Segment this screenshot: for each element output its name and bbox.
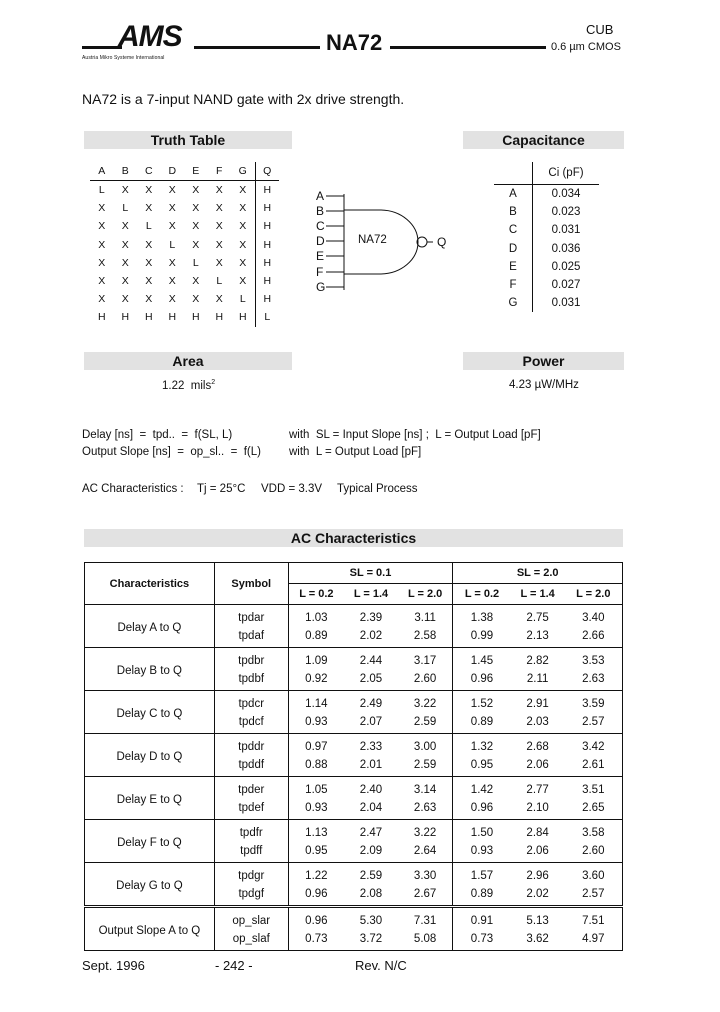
conditions-process: Typical Process: [337, 483, 418, 495]
truth-cell: X: [192, 275, 200, 288]
ac-value: 2.09: [344, 842, 398, 863]
ac-value: 0.93: [288, 713, 344, 734]
ac-row: [85, 863, 623, 886]
ac-value: 5.13: [511, 907, 565, 931]
truth-cell: X: [168, 184, 176, 197]
ac-value: 2.04: [344, 799, 398, 820]
ac-value: 1.50: [453, 820, 511, 843]
truth-cell: L: [169, 238, 176, 251]
ac-col-symbol: Symbol: [214, 563, 288, 605]
truth-col-header: E: [184, 162, 208, 181]
ac-characteristic: Delay F to Q: [85, 820, 215, 863]
ac-table: [84, 562, 623, 951]
ac-row: [85, 691, 623, 714]
capacitance-value: 0.036: [551, 242, 581, 255]
ac-value: 0.93: [453, 842, 511, 863]
truth-cell: L: [255, 308, 279, 326]
truth-cell: L: [145, 220, 152, 233]
power-value: 4.23 µW/MHz: [509, 379, 579, 391]
ac-value: 2.63: [565, 670, 623, 691]
truth-cell: X: [145, 202, 153, 215]
ac-value: 0.89: [288, 627, 344, 648]
truth-row: [90, 308, 279, 326]
truth-cell: X: [121, 275, 129, 288]
ac-value: 0.89: [453, 713, 511, 734]
capacitance-row: [494, 203, 599, 221]
truth-cell: X: [98, 220, 106, 233]
ac-symbol: tpdcr: [214, 691, 288, 714]
ac-value: 2.65: [565, 799, 623, 820]
ac-value: 2.02: [344, 627, 398, 648]
ac-value: 0.92: [288, 670, 344, 691]
capacitance-row: [494, 221, 599, 239]
ac-value: 2.84: [511, 820, 565, 843]
capacitance-pin: C: [494, 221, 533, 239]
truth-cell: L: [192, 256, 199, 269]
capacitance-value: 0.031: [551, 224, 581, 237]
ac-value: 2.07: [344, 713, 398, 734]
gate-input-label: F: [316, 265, 324, 279]
truth-cell: X: [145, 238, 153, 251]
gate-label: NA72: [358, 234, 387, 246]
ac-value: 3.14: [398, 777, 453, 800]
ac-value: 2.68: [511, 734, 565, 757]
ac-value: 3.59: [565, 691, 623, 714]
truth-cell: H: [255, 272, 279, 290]
footer-date: Sept. 1996: [82, 958, 145, 973]
ac-value: 3.40: [565, 605, 623, 628]
truth-col-header: F: [208, 162, 232, 181]
ac-heading: AC Characteristics: [84, 529, 623, 547]
truth-cell: X: [98, 275, 106, 288]
capacitance-pin: E: [494, 258, 533, 276]
truth-cell: H: [255, 290, 279, 308]
ac-value: 0.99: [453, 627, 511, 648]
truth-cell: L: [98, 184, 105, 197]
ac-value: 0.91: [453, 907, 511, 931]
ac-characteristic: Delay C to Q: [85, 691, 215, 734]
truth-cell: X: [168, 293, 176, 306]
truth-table-heading: Truth Table: [84, 131, 292, 149]
ac-value: 2.57: [565, 885, 623, 907]
ac-characteristic: Delay D to Q: [85, 734, 215, 777]
capacitance-table: [494, 162, 599, 312]
footer-rev: Rev. N/C: [355, 958, 407, 973]
truth-cell: X: [121, 293, 129, 306]
ac-value: 1.42: [453, 777, 511, 800]
truth-cell: X: [145, 184, 153, 197]
ac-load-header: L = 0.2: [288, 584, 344, 605]
conditions-label: AC Characteristics :: [82, 483, 184, 495]
process-label: CUB: [586, 22, 614, 37]
truth-cell: H: [191, 311, 200, 324]
capacitance-value: 0.031: [551, 297, 581, 310]
power-heading: Power: [463, 352, 624, 370]
ac-value: 1.05: [288, 777, 344, 800]
ac-symbol: tpdgr: [214, 863, 288, 886]
truth-cell: X: [215, 184, 223, 197]
capacitance-value: 0.025: [551, 260, 581, 273]
gate-input-label: C: [316, 219, 325, 233]
ac-value: 2.39: [344, 605, 398, 628]
technology-label: 0.6 µm CMOS: [551, 41, 621, 53]
capacitance-row: [494, 185, 599, 204]
conditions-vdd: VDD = 3.3V: [261, 483, 323, 495]
capacitance-row: [494, 258, 599, 276]
truth-cell: L: [216, 275, 223, 288]
ac-sl-group: SL = 0.1: [288, 563, 453, 584]
ac-value: 0.97: [288, 734, 344, 757]
ac-symbol: tpdff: [214, 842, 288, 863]
ac-value: 1.03: [288, 605, 344, 628]
ac-value: 3.11: [398, 605, 453, 628]
ac-load-header: L = 1.4: [344, 584, 398, 605]
footer-page: - 242 -: [215, 958, 253, 973]
ac-value: 2.64: [398, 842, 453, 863]
ac-value: 2.59: [344, 863, 398, 886]
ac-value: 2.11: [511, 670, 565, 691]
truth-cell: X: [215, 202, 223, 215]
ac-load-header: L = 2.0: [398, 584, 453, 605]
ac-value: 2.91: [511, 691, 565, 714]
truth-row: [90, 236, 279, 254]
capacitance-row: [494, 276, 599, 294]
ac-symbol: tpdef: [214, 799, 288, 820]
ac-value: 2.59: [398, 713, 453, 734]
ac-characteristic: Delay G to Q: [85, 863, 215, 907]
capacitance-row: [494, 294, 599, 312]
capacitance-value: 0.034: [551, 188, 581, 201]
gate-input-label: G: [316, 280, 326, 294]
ac-value: 2.67: [398, 885, 453, 907]
truth-cell: X: [215, 256, 223, 269]
truth-cell: X: [192, 220, 200, 233]
ac-load-header: L = 2.0: [565, 584, 623, 605]
ac-value: 2.33: [344, 734, 398, 757]
ac-symbol: op_slar: [214, 907, 288, 931]
gate-input-label: D: [316, 234, 325, 248]
ac-value: 3.58: [565, 820, 623, 843]
ac-col-characteristics: Characteristics: [85, 563, 215, 605]
ac-value: 2.58: [398, 627, 453, 648]
ac-value: 0.96: [453, 670, 511, 691]
intro-text: NA72 is a 7-input NAND gate with 2x drive strength.: [82, 91, 405, 107]
ac-value: 2.08: [344, 885, 398, 907]
slope-formula-note: with L = Output Load [pF]: [289, 446, 422, 458]
capacitance-pin: A: [494, 185, 533, 204]
truth-cell: X: [192, 184, 200, 197]
header-rule-left: [194, 46, 320, 49]
area-value: 1.22 mils$^2$: [162, 379, 216, 392]
truth-cell: X: [168, 202, 176, 215]
truth-cell: H: [121, 311, 130, 324]
ac-symbol: tpddf: [214, 756, 288, 777]
ac-value: 5.30: [344, 907, 398, 931]
ac-value: 3.00: [398, 734, 453, 757]
ac-value: 3.22: [398, 691, 453, 714]
delay-formula: Delay [ns] = tpd.. = f(SL, L): [82, 429, 233, 441]
truth-cell: H: [255, 199, 279, 217]
ac-value: 0.89: [453, 885, 511, 907]
truth-cell: H: [97, 311, 106, 324]
capacitance-pin: F: [494, 276, 533, 294]
ac-value: 0.96: [288, 885, 344, 907]
ac-value: 7.31: [398, 907, 453, 931]
truth-cell: H: [168, 311, 177, 324]
ac-row: [85, 820, 623, 843]
truth-col-header: A: [90, 162, 114, 181]
gate-input-label: B: [316, 204, 325, 218]
ac-value: 3.22: [398, 820, 453, 843]
ac-value: 2.77: [511, 777, 565, 800]
ac-symbol: tpdbf: [214, 670, 288, 691]
truth-cell: X: [192, 238, 200, 251]
ac-value: 2.61: [565, 756, 623, 777]
gate-input-label: E: [316, 249, 325, 263]
page-title: NA72: [326, 30, 383, 55]
ac-symbol: tpdar: [214, 605, 288, 628]
ac-value: 1.45: [453, 648, 511, 671]
truth-row: [90, 254, 279, 272]
conditions-tj: Tj = 25°C: [197, 483, 246, 495]
truth-row: [90, 272, 279, 290]
truth-cell: X: [239, 256, 247, 269]
truth-cell: X: [192, 202, 200, 215]
gate-output: Q: [437, 235, 447, 249]
ac-value: 1.22: [288, 863, 344, 886]
logo-rule: [82, 46, 122, 49]
truth-table: [90, 162, 279, 327]
ac-load-header: L = 1.4: [511, 584, 565, 605]
capacitance-row: [494, 240, 599, 258]
truth-cell: X: [239, 238, 247, 251]
ac-value: 2.05: [344, 670, 398, 691]
ac-value: 1.57: [453, 863, 511, 886]
ac-value: 3.51: [565, 777, 623, 800]
truth-cell: H: [215, 311, 224, 324]
ac-row: [85, 605, 623, 628]
capacitance-unit: Ci (pF): [533, 162, 600, 185]
truth-cell: X: [145, 293, 153, 306]
truth-cell: X: [98, 238, 106, 251]
ac-value: 3.17: [398, 648, 453, 671]
gate-input-label: A: [316, 189, 325, 203]
truth-cell: X: [239, 202, 247, 215]
ac-value: 2.40: [344, 777, 398, 800]
ac-value: 0.73: [288, 930, 344, 951]
ac-row: [85, 777, 623, 800]
truth-cell: L: [122, 202, 129, 215]
ac-load-header: L = 0.2: [453, 584, 511, 605]
ac-value: 3.72: [344, 930, 398, 951]
area-heading: Area: [84, 352, 292, 370]
truth-cell: L: [239, 293, 246, 306]
ac-symbol: tpdgf: [214, 885, 288, 907]
truth-cell: H: [255, 254, 279, 272]
ac-symbol: tpder: [214, 777, 288, 800]
ac-value: 2.10: [511, 799, 565, 820]
truth-cell: X: [145, 256, 153, 269]
ac-value: 2.13: [511, 627, 565, 648]
delay-formula-note: with SL = Input Slope [ns] ; L = Output Load [pF]: [289, 429, 541, 441]
ac-value: 2.03: [511, 713, 565, 734]
truth-cell: X: [168, 256, 176, 269]
truth-cell: H: [255, 236, 279, 254]
truth-cell: X: [145, 275, 153, 288]
ac-value: 0.73: [453, 930, 511, 951]
ac-value: 0.95: [288, 842, 344, 863]
ac-symbol: tpdaf: [214, 627, 288, 648]
truth-row: [90, 217, 279, 235]
capacitance-heading: Capacitance: [463, 131, 624, 149]
ac-value: 0.96: [288, 907, 344, 931]
slope-formula: Output Slope [ns] = op_sl.. = f(L): [82, 446, 261, 458]
ac-symbol: op_slaf: [214, 930, 288, 951]
ac-value: 2.60: [398, 670, 453, 691]
ac-symbol: tpddr: [214, 734, 288, 757]
ac-value: 3.60: [565, 863, 623, 886]
capacitance-value: 0.023: [551, 206, 581, 219]
ac-symbol: tpdbr: [214, 648, 288, 671]
ac-value: 3.30: [398, 863, 453, 886]
ac-value: 1.14: [288, 691, 344, 714]
truth-row: [90, 290, 279, 308]
ac-value: 3.53: [565, 648, 623, 671]
capacitance-value: 0.027: [551, 279, 581, 292]
ac-characteristic: Output Slope A to Q: [85, 907, 215, 951]
ac-value: 2.44: [344, 648, 398, 671]
ac-value: 2.06: [511, 842, 565, 863]
truth-col-header: D: [161, 162, 185, 181]
truth-cell: X: [192, 293, 200, 306]
truth-col-header: C: [137, 162, 161, 181]
ac-value: 2.75: [511, 605, 565, 628]
ac-sl-group: SL = 2.0: [453, 563, 623, 584]
truth-cell: H: [144, 311, 153, 324]
logo: AMS: [118, 20, 182, 53]
truth-cell: X: [239, 184, 247, 197]
logo-subtitle: Austria Mikro Systeme International: [82, 55, 165, 61]
ac-value: 2.49: [344, 691, 398, 714]
truth-cell: X: [215, 220, 223, 233]
truth-cell: H: [255, 217, 279, 235]
ac-value: 2.96: [511, 863, 565, 886]
ac-value: 5.08: [398, 930, 453, 951]
ac-value: 1.52: [453, 691, 511, 714]
truth-cell: X: [98, 256, 106, 269]
truth-cell: H: [238, 311, 247, 324]
truth-cell: X: [239, 275, 247, 288]
capacitance-pin: D: [494, 240, 533, 258]
truth-cell: X: [239, 220, 247, 233]
truth-row: [90, 199, 279, 217]
ac-characteristic: Delay A to Q: [85, 605, 215, 648]
ac-characteristic: Delay E to Q: [85, 777, 215, 820]
ac-characteristic: Delay B to Q: [85, 648, 215, 691]
ac-value: 2.66: [565, 627, 623, 648]
truth-col-header: Q: [255, 162, 279, 181]
ac-value: 2.63: [398, 799, 453, 820]
truth-cell: X: [121, 256, 129, 269]
ac-value: 2.01: [344, 756, 398, 777]
ac-value: 1.32: [453, 734, 511, 757]
ac-row: [85, 648, 623, 671]
ac-row: [85, 734, 623, 757]
ac-value: 2.57: [565, 713, 623, 734]
ac-value: 0.93: [288, 799, 344, 820]
truth-cell: X: [168, 220, 176, 233]
truth-cell: X: [98, 202, 106, 215]
truth-row: [90, 181, 279, 200]
ac-value: 2.02: [511, 885, 565, 907]
ac-value: 7.51: [565, 907, 623, 931]
ac-value: 1.09: [288, 648, 344, 671]
ac-value: 1.13: [288, 820, 344, 843]
ac-symbol: tpdfr: [214, 820, 288, 843]
ac-value: 2.06: [511, 756, 565, 777]
capacitance-pin: B: [494, 203, 533, 221]
ac-value: 3.42: [565, 734, 623, 757]
truth-cell: X: [121, 184, 129, 197]
ac-value: 4.97: [565, 930, 623, 951]
ac-row: [85, 907, 623, 931]
truth-col-header: G: [231, 162, 255, 181]
ac-value: 2.47: [344, 820, 398, 843]
ac-symbol: tpdcf: [214, 713, 288, 734]
ac-value: 0.88: [288, 756, 344, 777]
ac-value: 2.82: [511, 648, 565, 671]
truth-cell: H: [255, 181, 279, 200]
ac-value: 0.95: [453, 756, 511, 777]
ac-value: 2.60: [565, 842, 623, 863]
ac-value: 2.59: [398, 756, 453, 777]
truth-cell: X: [215, 293, 223, 306]
header-rule-right: [390, 46, 546, 49]
ac-value: 0.96: [453, 799, 511, 820]
truth-cell: X: [168, 275, 176, 288]
truth-col-header: B: [114, 162, 138, 181]
truth-cell: X: [121, 238, 129, 251]
capacitance-pin: G: [494, 294, 533, 312]
ac-value: 3.62: [511, 930, 565, 951]
truth-cell: X: [98, 293, 106, 306]
ac-value: 1.38: [453, 605, 511, 628]
truth-cell: X: [215, 238, 223, 251]
truth-cell: X: [121, 220, 129, 233]
